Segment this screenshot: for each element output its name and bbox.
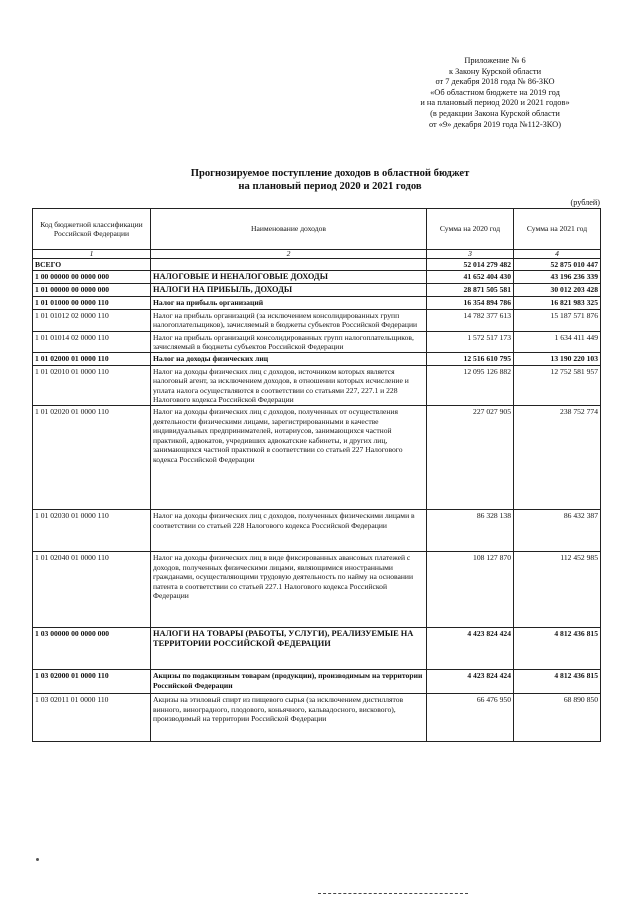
- row-sum-2021: 16 821 983 325: [514, 297, 601, 309]
- row-name: Налог на доходы физических лиц с доходов, полученных от осуществления деятельности физическими лицами, зарегистрированными в качестве индивидуальных предпринимателей, нотариусов, занимающихся частной практикой, адвокатов, учредивших адвокатские кабинеты, и других лиц, занимающихся частной практикой в соответствии со статьей 227 Налогового кодекса Российской Федерации: [151, 406, 427, 510]
- row-sum-2020: 52 014 279 482: [427, 259, 514, 271]
- row-sum-2021: 4 812 436 815: [514, 628, 601, 670]
- row-sum-2021: 68 890 850: [514, 694, 601, 742]
- table-row: [33, 552, 601, 628]
- revenue-table: [32, 208, 601, 742]
- table-row: [33, 284, 601, 297]
- title-line-1: Прогнозируемое поступление доходов в областной бюджет: [190, 168, 470, 179]
- title-line-2: на плановый период 2020 и 2021 годов: [238, 181, 422, 192]
- row-code: 1 01 01012 02 0000 110: [33, 309, 151, 331]
- colnum: 1: [33, 250, 151, 259]
- row-sum-2020: 12 516 610 795: [427, 353, 514, 365]
- header-sum-2021: Сумма на 2021 год: [514, 209, 601, 250]
- footer-line: [318, 893, 468, 894]
- table-row: [33, 271, 601, 284]
- row-code: 1 03 02000 01 0000 110: [33, 670, 151, 694]
- row-sum-2021: 4 812 436 815: [514, 670, 601, 694]
- row-name: Налог на доходы физических лиц: [151, 353, 427, 365]
- row-sum-2021: 15 187 571 876: [514, 309, 601, 331]
- row-name: Налог на доходы физических лиц с доходов, полученных физическими лицами в соответствии со статьей 228 Налогового кодекса Российской Федерации: [151, 510, 427, 552]
- appendix-line: Приложение № 6: [464, 56, 526, 65]
- row-sum-2020: 66 476 950: [427, 694, 514, 742]
- appendix-line: «Об областном бюджете на 2019 год: [430, 87, 560, 97]
- table-row: [33, 670, 601, 694]
- table-row: [33, 406, 601, 510]
- header-name: Наименование доходов: [151, 209, 427, 250]
- table-row: [33, 353, 601, 365]
- table-row: [33, 331, 601, 353]
- colnum: 2: [151, 250, 427, 259]
- table-row: [33, 694, 601, 742]
- table-row: [33, 510, 601, 552]
- row-sum-2021: 43 196 236 339: [514, 271, 601, 284]
- row-code: 1 03 00000 00 0000 000: [33, 628, 151, 670]
- row-sum-2021: 13 190 220 103: [514, 353, 601, 365]
- row-name: Налог на прибыль организаций (за исключением консолидированных групп налогоплательщиков), зачисляемый в бюджеты субъектов Российской Федерации: [151, 309, 427, 331]
- row-sum-2020: 86 328 138: [427, 510, 514, 552]
- row-sum-2020: 1 572 517 173: [427, 331, 514, 353]
- row-code: 1 01 02040 01 0000 110: [33, 552, 151, 628]
- row-sum-2020: 28 871 505 581: [427, 284, 514, 297]
- row-code: 1 01 02020 01 0000 110: [33, 406, 151, 510]
- units-label: (рублей): [570, 198, 600, 207]
- row-code: 1 01 02000 01 0000 110: [33, 353, 151, 365]
- table-header-row: [33, 209, 601, 250]
- row-name: Налог на прибыль организаций: [151, 297, 427, 309]
- row-sum-2020: 108 127 870: [427, 552, 514, 628]
- row-name: НАЛОГИ НА ПРИБЫЛЬ, ДОХОДЫ: [151, 284, 427, 297]
- table-row: [33, 365, 601, 406]
- row-sum-2021: 30 012 203 428: [514, 284, 601, 297]
- row-sum-2021: 12 752 581 957: [514, 365, 601, 406]
- row-sum-2020: 41 652 404 430: [427, 271, 514, 284]
- row-sum-2021: 86 432 387: [514, 510, 601, 552]
- colnum: 3: [427, 250, 514, 259]
- appendix-line: от «9» декабря 2019 года №112-ЗКО): [428, 119, 562, 129]
- row-name: НАЛОГОВЫЕ И НЕНАЛОГОВЫЕ ДОХОДЫ: [151, 271, 427, 284]
- row-name: Налог на доходы физических лиц с доходов, источником которых является налоговый агент, за исключением доходов, в отношении которых исчисление и уплата налога осуществляются в соответствии со статьями 227, 227.1 и 228 Налогового кодекса Российской Федерации: [151, 365, 427, 406]
- appendix-line: от 7 декабря 2018 года № 86-ЗКО: [435, 77, 555, 87]
- header-code: Код бюджетной классификации Российской Федерации: [33, 209, 151, 250]
- row-code: 1 01 02010 01 0000 110: [33, 365, 151, 406]
- row-code: 1 01 02030 01 0000 110: [33, 510, 151, 552]
- appendix-line: (в редакции Закона Курской области: [430, 108, 560, 118]
- column-numbers-row: [33, 250, 601, 259]
- row-name: Акцизы по подакцизным товарам (продукции), производимым на территории Российской Федерации: [151, 670, 427, 694]
- row-sum-2020: 14 782 377 613: [427, 309, 514, 331]
- row-code: ВСЕГО: [33, 259, 151, 271]
- row-name: Налог на доходы физических лиц в виде фиксированных авансовых платежей с доходов, полученных физическими лицами, являющимися иностранными гражданами, осуществляющими трудовую деятельность по найму на основании патента в соответствии со статьей 227.1 Налогового кодекса Российской Федерации: [151, 552, 427, 628]
- row-code: 1 01 01014 02 0000 110: [33, 331, 151, 353]
- row-code: 1 01 00000 00 0000 000: [33, 284, 151, 297]
- row-sum-2020: 4 423 824 424: [427, 670, 514, 694]
- row-code: 1 01 01000 00 0000 110: [33, 297, 151, 309]
- table-row: [33, 297, 601, 309]
- document-title: [120, 167, 540, 193]
- row-sum-2021: 238 752 774: [514, 406, 601, 510]
- table-row: [33, 309, 601, 331]
- appendix-line: и на плановый период 2020 и 2021 годов»: [420, 98, 570, 108]
- row-sum-2021: 52 875 010 447: [514, 259, 601, 271]
- row-sum-2020: 16 354 894 786: [427, 297, 514, 309]
- row-code: 1 00 00000 00 0000 000: [33, 271, 151, 284]
- row-name: [151, 259, 427, 271]
- row-sum-2020: 227 027 905: [427, 406, 514, 510]
- scan-speck: [36, 858, 39, 861]
- row-sum-2021: 112 452 985: [514, 552, 601, 628]
- row-code: 1 03 02011 01 0000 110: [33, 694, 151, 742]
- row-sum-2020: 12 095 126 882: [427, 365, 514, 406]
- header-sum-2020: Сумма на 2020 год: [427, 209, 514, 250]
- appendix-line: к Закону Курской области: [448, 66, 542, 76]
- row-name: Налог на прибыль организаций консолидированных групп налогоплательщиков, зачисляемый в бюджеты субъектов Российской Федерации: [151, 331, 427, 353]
- table-row: [33, 628, 601, 670]
- table-row: [33, 259, 601, 271]
- appendix-block: [385, 56, 605, 130]
- row-name: Акцизы на этиловый спирт из пищевого сырья (за исключением дистиллятов винного, виноградного, плодового, коньячного, кальвадосного, вискового), производимый на территории Российской Федерации: [151, 694, 427, 742]
- row-name: НАЛОГИ НА ТОВАРЫ (РАБОТЫ, УСЛУГИ), РЕАЛИЗУЕМЫЕ НА ТЕРРИТОРИИ РОССИЙСКОЙ ФЕДЕРАЦИИ: [151, 628, 427, 670]
- colnum: 4: [514, 250, 601, 259]
- row-sum-2021: 1 634 411 449: [514, 331, 601, 353]
- row-sum-2020: 4 423 824 424: [427, 628, 514, 670]
